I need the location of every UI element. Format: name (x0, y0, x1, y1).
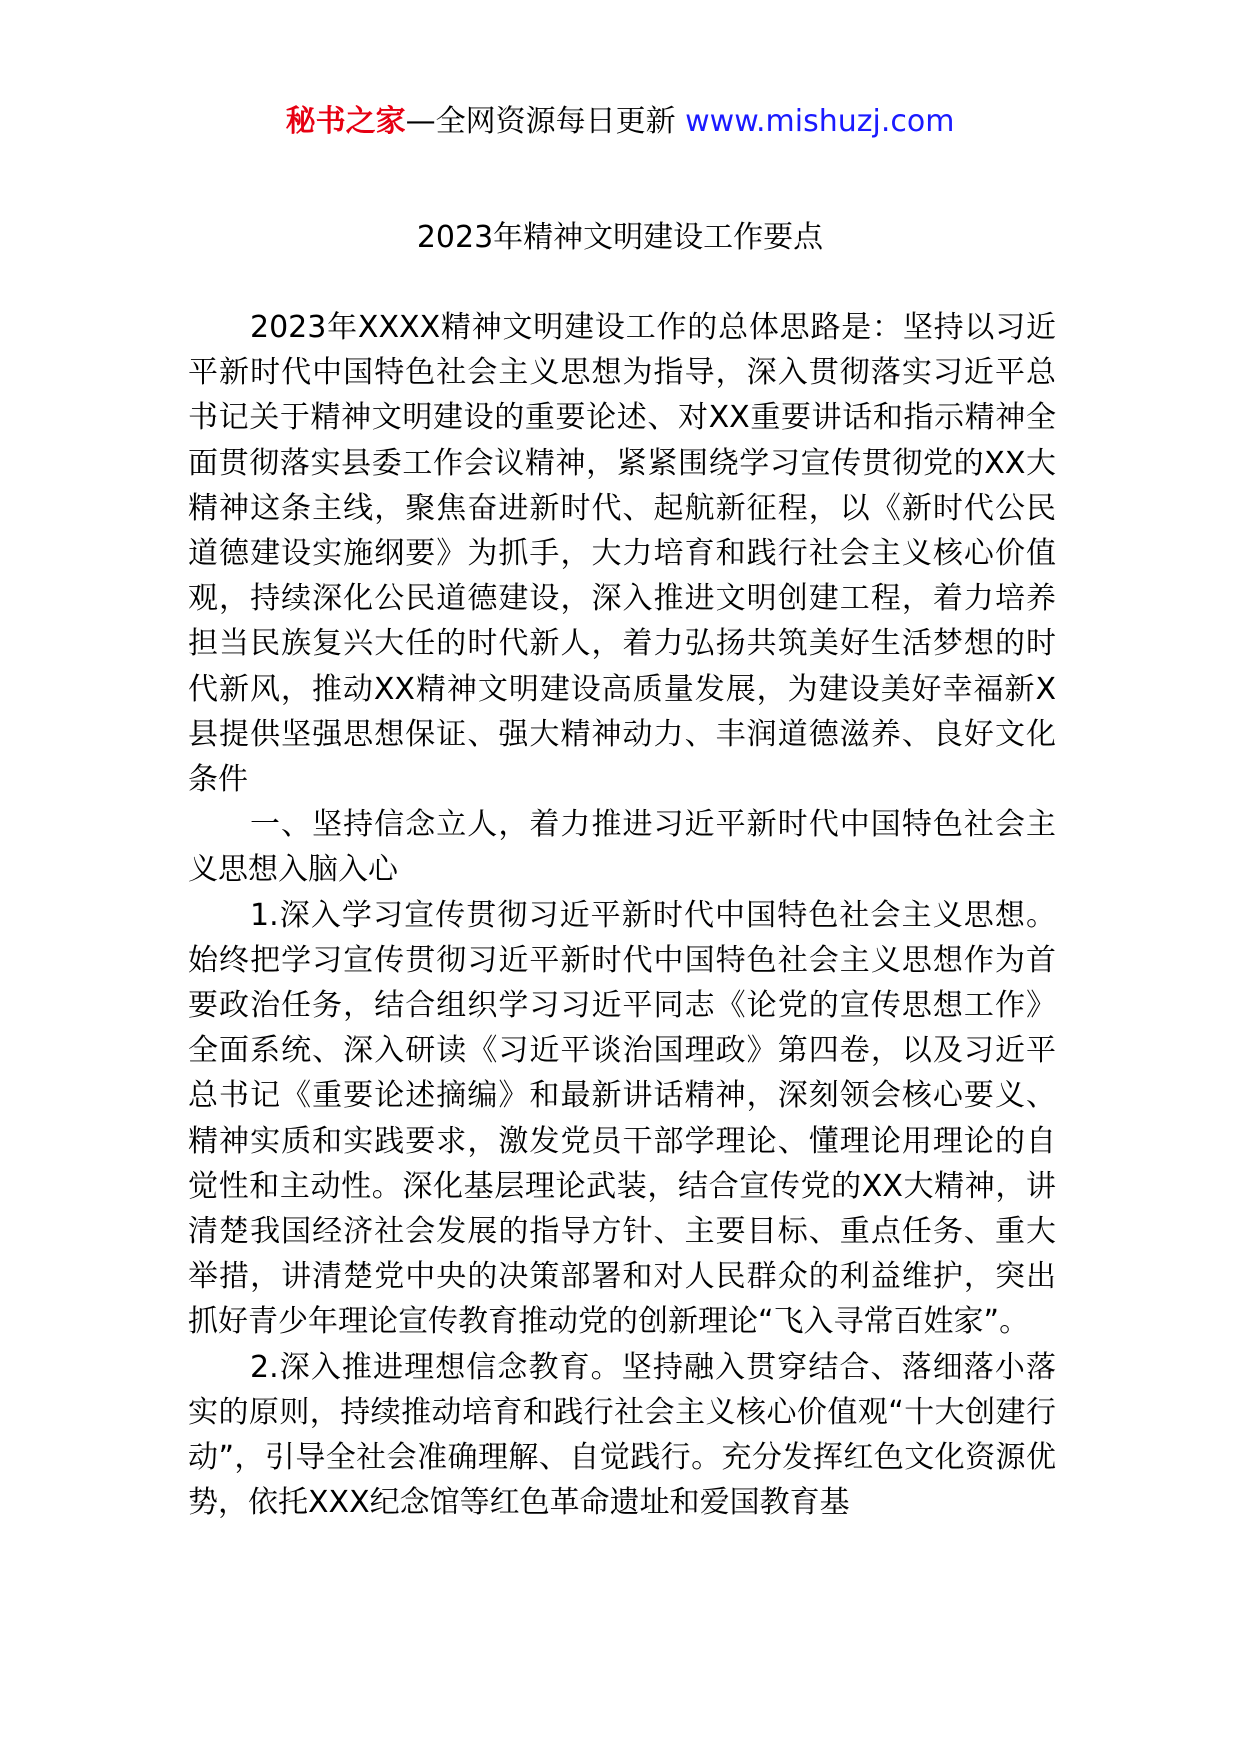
site-header (0, 98, 1240, 146)
intro-paragraph: 2023年XXXX精神文明建设工作的总体思路是：坚持以习近平新时代中国特色社会主义思想为指导，深入贯彻落实习近平总书记关于精神文明建设的重要论述、对XX重要讲话和指示精神全面贯彻落实县委工作会议精神，紧紧围绕学习宣传贯彻党的XX大精神这条主线，聚焦奋进新时代、起航新征程，以《新时代公民道德建设实施纲要》为抓手，大力培育和践行社会主义核心价值观，持续深化公民道德建设，深入推进文明创建工程，着力培养担当民族复兴大任的时代新人，着力弘扬共筑美好生活梦想的时代新风，推动XX精神文明建设高质量发展，为建设美好幸福新X县提供坚强思想保证、强大精神动力、丰润道德滋养、良好文化条件 (188, 310, 1056, 798)
item-paragraph-2: 2.深入推进理想信念教育。坚持融入贯穿结合、落细落小落实的原则，持续推动培育和践行社会主义核心价值观“十大创建行动”，引导全社会准确理解、自觉践行。充分发挥红色文化资源优势，依托XXX纪念馆等红色革命遗址和爱国教育基 (188, 1349, 1056, 1521)
section-heading-1: 一、坚持信念立人，着力推进习近平新时代中国特色社会主义思想入脑入心 (188, 807, 1056, 888)
site-url-link[interactable]: www.mishuzj.com (685, 104, 955, 139)
site-tagline: —全网资源每日更新 (405, 104, 676, 139)
document-body (188, 305, 1056, 1525)
item-paragraph-1: 1.深入学习宣传贯彻习近平新时代中国特色社会主义思想。始终把学习宣传贯彻习近平新时代中国特色社会主义思想作为首要政治任务，结合组织学习习近平同志《论党的宣传思想工作》全面系统、深入研读《习近平谈治国理政》第四卷，以及习近平总书记《重要论述摘编》和最新讲话精神，深刻领会核心要义、精神实质和实践要求，激发党员干部学理论、懂理论用理论的自觉性和主动性。深化基层理论武装，结合宣传党的XX大精神，讲清楚我国经济社会发展的指导方针、主要目标、重点任务、重大举措，讲清楚党中央的决策部署和对人民群众的利益维护，突出抓好青少年理论宣传教育推动党的创新理论“飞入寻常百姓家”。 (188, 897, 1056, 1340)
site-brand: 秘书之家 (285, 104, 406, 139)
document-title: 2023年精神文明建设工作要点 (416, 220, 824, 255)
